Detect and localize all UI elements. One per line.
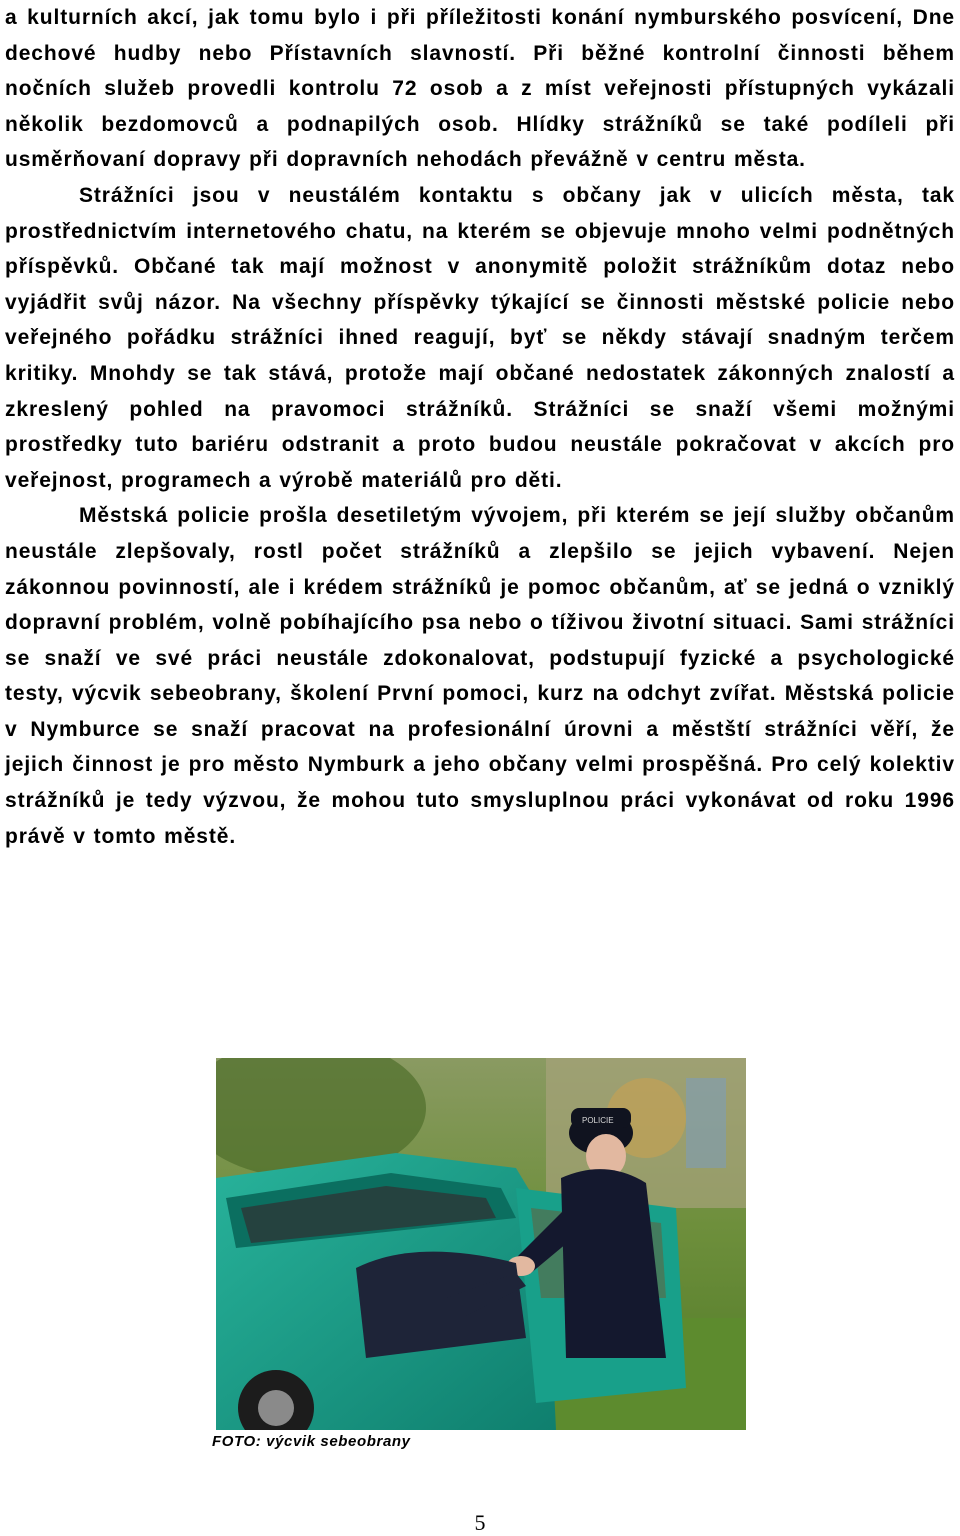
self-defense-training-photo: [216, 1058, 746, 1430]
paragraph-2: Strážníci jsou v neustálém kontaktu s občany jak v ulicích města, tak prostřednictvím internetového chatu, na kterém se objevuje mnoho velmi podnětných příspěvků. Občané tak mají možnost v anonymitě položit strážníkům dotaz nebo vyjádřit svůj názor. Na všechny příspěvky týkající se činnosti městské policie nebo veřejného pořádku strážníci ihned reagují, byť se někdy stávají snadným terčem kritiky. Mnohdy se tak stává, protože mají občané nedostatek zákonných znalostí a zkreslený pohled na pravomoci strážníků. Strážníci se snaží všemi možnými prostředky tuto bariéru odstranit a proto budou neustále pokračovat v akcích pro veřejnost, programech a výrobě materiálů pro děti.: [5, 183, 955, 492]
body-text: [5, 0, 955, 854]
paragraph-3: Městská policie prošla desetiletým vývojem, při kterém se její služby občanům neustále zlepšovaly, rostl počet strážníků a zlepšilo se jejich vybavení. Nejen zákonnou povinností, ale i krédem strážníků je pomoc občanům, ať se jedná o vzniklý dopravní problém, volně pobíhajícího psa nebo o tíživou životní situaci. Sami strážníci se snaží ve své práci neustále zdokonalovat, podstupují fyzické a psychologické testy, výcvik sebeobrany, školení První pomoci, kurz na odchyt zvířat. Městská policie v Nymburce se snaží pracovat na profesionální úrovni a městští strážníci věří, že jejich činnost je pro město Nymburk a jeho občany velmi prospěšná. Pro celý kolektiv strážníků je tedy výzvou, že mohou tuto smysluplnou práci vykonávat od roku 1996 právě v tomto městě.: [5, 504, 955, 848]
photo-caption: FOTO: výcvik sebeobrany: [212, 1433, 411, 1450]
mural-shape-2: [686, 1078, 726, 1168]
photo-illustration: [216, 1058, 746, 1430]
paragraph-1: a kulturních akcí, jak tomu bylo i při příležitosti konání nymburského posvícení, Dne dechové hudby nebo Přístavních slavností. Při běžné kontrolní činnosti během nočních služeb provedli kontrolu 72 osob a z míst veřejnosti přístupných vykázali několik bezdomovců a podnapilých osob. Hlídky strážníků se také podíleli při usměrňovaní dopravy při dopravních nehodách převážně v centru města.: [5, 6, 955, 172]
wheel-hub: [258, 1390, 294, 1426]
page-number: 5: [474, 1510, 486, 1535]
cap-label: POLICIE: [582, 1116, 614, 1125]
